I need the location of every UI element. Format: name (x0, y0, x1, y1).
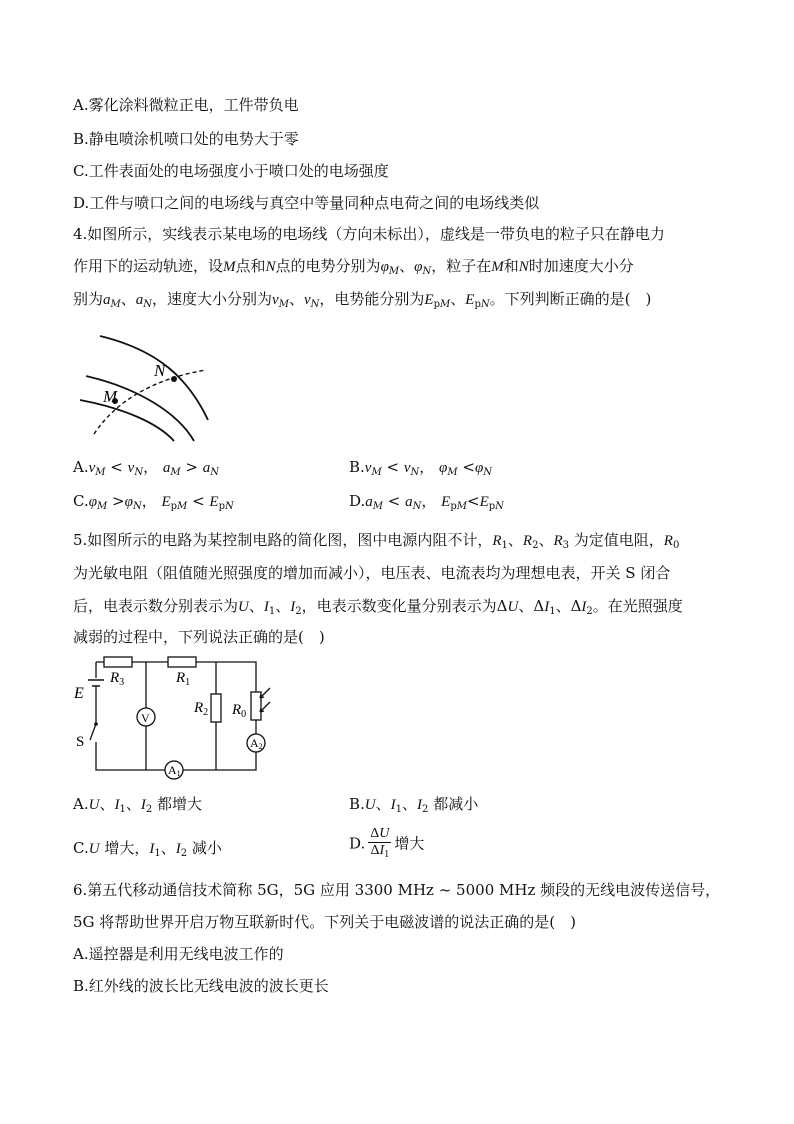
q3-option-a: A.雾化涂料微粒正电，工件带负电 (73, 96, 299, 114)
q5-option-b: B.U、$I_1$、$I_2$ 都减小 (349, 795, 479, 815)
q5-stem-line2: 为光敏电阻（阻值随光照强度的增加而减小），电压表、电流表均为理想电表，开关 S 闭合 (73, 564, 671, 582)
battery (88, 680, 104, 686)
label-M: M (103, 387, 118, 406)
q4-field-line-figure (78, 328, 228, 444)
label-A1: A1 (168, 763, 181, 778)
q4-option-c: $C.\varphi_M >\varphi_N$， $E_{pM} < E_{pN}$ (73, 492, 234, 512)
label-E: E (74, 685, 84, 702)
q5-option-c: C.U 增大，$I_1$、$I_2$ 减小 (73, 839, 222, 859)
field-line-2 (86, 376, 194, 441)
q4-option-a: $A.v_M < v_N$， $a_M > a_N$ (73, 458, 219, 478)
q4-option-d: $D.a_M < a_N$， $E_{pM}<E_{pN}$ (349, 492, 504, 512)
q3-option-d: D.工件与喷口之间的电场线与真空中等量同种点电荷之间的电场线类似 (73, 194, 540, 212)
label-S: S (76, 734, 85, 750)
q6-stem-line1: 6.第五代移动通信技术简称 5G，5G 应用 3300 MHz ~ 5000 MHz 频段的无线电波传送信号， (73, 881, 721, 899)
resistor-R2 (211, 694, 221, 722)
label-A2: A2 (250, 736, 263, 751)
resistor-R3 (104, 657, 132, 667)
q5-stem-line1: 5.如图所示的电路为某控制电路的简化图，图中电源内阻不计，$R_1$、$R_2$、$R_3$ 为定值电阻，$R_0$ (73, 531, 680, 551)
switch (90, 724, 96, 746)
q5-option-d: D. $\frac{\Delta U}{\Delta I_1}$ 增大 (349, 826, 424, 863)
label-R2: $R_2$ (194, 700, 209, 718)
q6-option-b: B.红外线的波长比无线电波的波长更长 (73, 977, 329, 995)
label-N: N (154, 361, 166, 380)
q5-option-a: A.U、$I_1$、$I_2$ 都增大 (73, 795, 203, 815)
fraction-dU-dI1: $\frac{\Delta U}{\Delta I_1}$ (370, 826, 390, 860)
q5-stem-line4: 减弱的过程中，下列说法正确的是( ) (73, 628, 325, 646)
label-R1: $R_1$ (176, 670, 191, 688)
point-N (171, 376, 177, 382)
resistor-R1 (168, 657, 196, 667)
q6-stem-line2: 5G 将帮助世界开启万物互联新时代。下列关于电磁波谱的说法正确的是( ) (73, 913, 577, 931)
label-R3: $R_3$ (110, 670, 125, 688)
q4-stem-line2: 作用下的运动轨迹，设M点和N点的电势分别为$\varphi_M$、$\varphi_N$，粒子在M和N时加速度大小分 (73, 257, 634, 277)
label-V: V (141, 711, 150, 725)
q4-stem-line3: 别为$a_M$、$a_N$，速度大小分别为$v_M$、$v_N$，电势能分别为$E_{pM}$、$E_{pN}$。下列判断正确的是( ) (73, 290, 652, 310)
q6-option-a: A.遥控器是利用无线电波工作的 (73, 945, 284, 963)
q4-option-b: $B.v_M < v_N$， $\varphi_M <\varphi_N$ (349, 458, 492, 478)
label-R0: $R_0$ (232, 702, 247, 720)
q4-stem-line1: 4.如图所示，实线表示某电场的电场线（方向未标出），虚线是一带负电的粒子只在静电力 (73, 225, 665, 243)
q5-circuit-diagram (70, 652, 280, 782)
resistor-R0 (251, 692, 261, 720)
q3-option-b: B.静电喷涂机喷口处的电势大于零 (73, 130, 299, 148)
q5-stem-line3: 后，电表示数分别表示为U、$I_1$、$I_2$，电表示数变化量分别表示为ΔU、$\Delta I_1$、$\Delta I_2$。在光照强度 (73, 597, 683, 617)
q3-option-c: C.工件表面处的电场强度小于喷口处的电场强度 (73, 162, 389, 180)
